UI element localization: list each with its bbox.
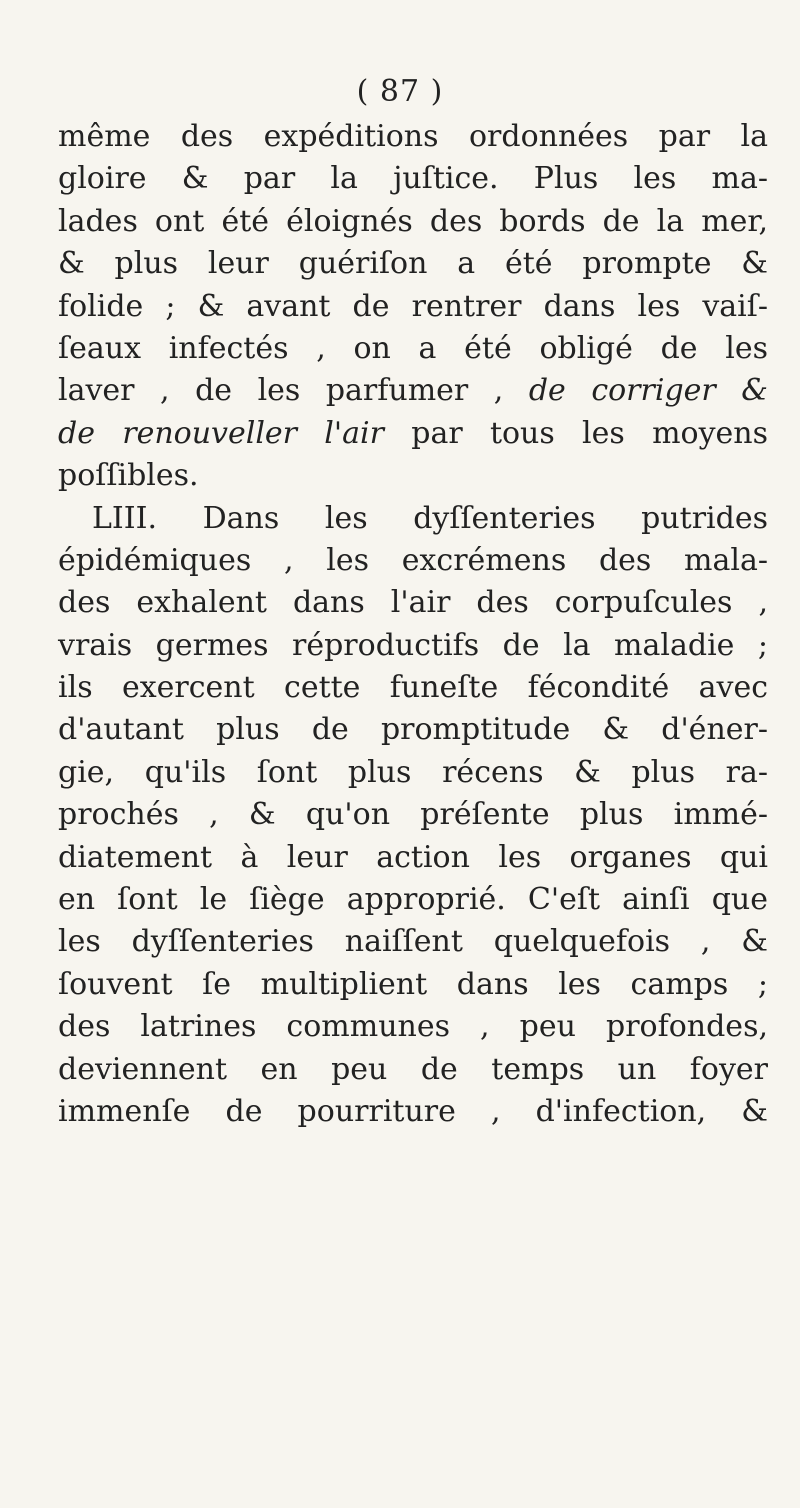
text-line: gloire & par la juſtice. Plus les ma- — [58, 161, 768, 197]
text-line: des latrines communes , peu profondes, — [58, 1009, 768, 1045]
text-line: épidémiques , les excrémens des mala- — [58, 542, 768, 578]
paragraph-end-line: poſſibles. — [58, 458, 199, 494]
text-run: par tous les moyens — [411, 415, 768, 451]
text-line: gie, qu'ils ſont plus récens & plus ra- — [58, 754, 768, 790]
text-line: immenſe de pourriture , d'infection, & — [58, 1093, 768, 1129]
text-line: deviennent en peu de temps un foyer — [58, 1051, 768, 1087]
text-line: diatement à leur action les organes qui — [58, 839, 768, 875]
text-run: laver , de les parfumer , — [58, 373, 504, 409]
text-line: en ſont le ſiège approprié. C'eſt ainſi que — [58, 882, 768, 918]
body-text — [58, 116, 768, 1133]
text-line: folide ; & avant de rentrer dans les vaiſ- — [58, 288, 768, 324]
text-line-mixed — [58, 370, 768, 412]
text-line: prochés , & qu'on préſente plus immé- — [58, 797, 768, 833]
text-line-mixed — [58, 413, 768, 455]
text-line: d'autant plus de promptitude & d'éner- — [58, 712, 768, 748]
text-line: & plus leur guériſon a été prompte & — [58, 246, 768, 282]
italic-text-run: de renouveller l'air — [58, 415, 384, 451]
text-line: même des expéditions ordonnées par la — [58, 119, 768, 154]
text-line: ſouvent ſe multiplient dans les camps ; — [58, 966, 768, 1002]
page-number: ( 87 ) — [356, 74, 444, 109]
text-line: ils exercent cette funeſte fécondité avec — [58, 670, 768, 706]
text-line: ſeaux infectés , on a été obligé de les — [58, 330, 768, 366]
paragraph-start-line: LIII. Dans les dyſſenteries putrides — [92, 500, 768, 536]
italic-text-run: de corriger & — [528, 373, 768, 409]
text-line: vrais germes réproductifs de la maladie ; — [58, 627, 768, 663]
text-line: lades ont été éloignés des bords de la mer, — [58, 203, 768, 239]
text-line: les dyſſenteries naiſſent quelquefois , & — [58, 924, 768, 960]
text-line: des exhalent dans l'air des corpuſcules , — [58, 585, 768, 621]
